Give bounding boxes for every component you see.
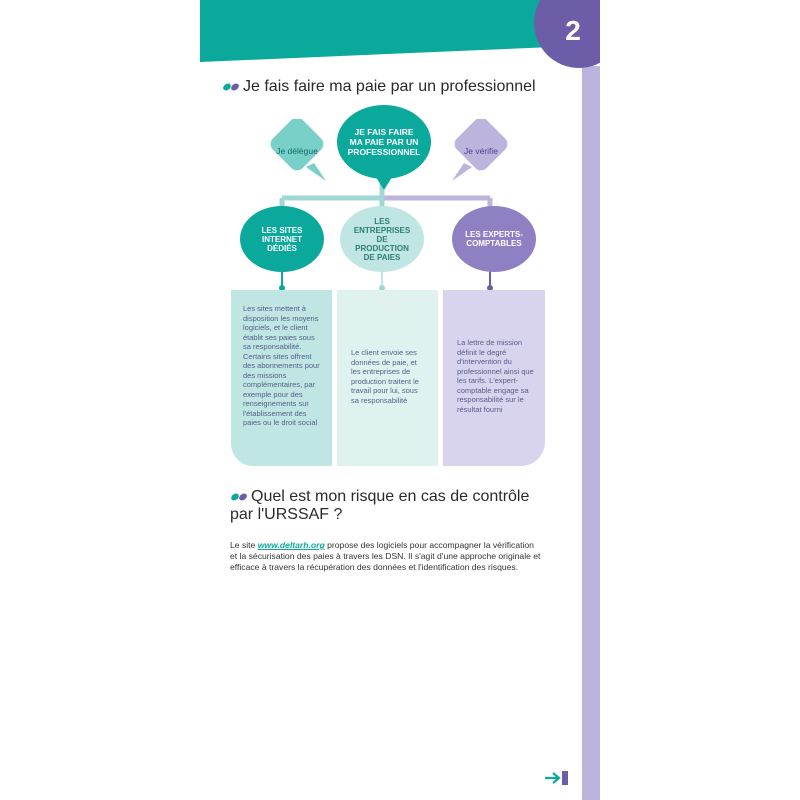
node-dedicated-sites: [240, 206, 324, 272]
section2-header: [230, 488, 529, 524]
section2-title-line1: Quel est mon risque en cas de contrôle: [251, 488, 530, 505]
body-suffix: propose des logiciels pour accompagner la vérification et la sécurisation des paies à travers les DSN. Il s'agit d'une approche originale et efficace à travers la récupération des données et l'identification des risques.: [230, 540, 541, 572]
node-accountants-label: LES EXPERTS-COMPTABLES: [465, 230, 523, 248]
leaf-bullet-icon: [230, 491, 248, 503]
leaf-bullet-icon: [222, 81, 240, 93]
center-bubble-text: JE FAIS FAIRE MA PAIE PAR UN PROFESSIONNEL: [347, 127, 421, 157]
section2-body: [230, 540, 542, 573]
node-accountants: [452, 206, 536, 272]
node-payroll-companies-label: LES ENTREPRISES DE PRODUCTION DE PAIES: [353, 216, 411, 262]
node-dedicated-sites-label: LES SITES INTERNET DÉDIÉS: [261, 225, 303, 253]
page-number: 2: [565, 15, 581, 46]
column-accountants-text: La lettre de mission définit le degré d'intervention du professionnel ainsi que les tarifs. L'expert-comptable engage sa responsabilité sur le résultat fourni: [457, 338, 534, 414]
section1-title: Je fais faire ma paie par un professionnel: [243, 78, 536, 95]
column-dedicated-sites-text: Les sites mettent à disposition les moyens logiciels, et le client établit ses paies sous sa responsabilité. Certains sites offrent des abonnements pour des missions complémentaires, par exemple pour des renseignements sur l'établissement des paies ou le droit social: [243, 304, 320, 427]
section2-title-line2: par l'URSSAF ?: [230, 506, 343, 523]
node-payroll-companies: [340, 206, 424, 272]
column-accountants: [443, 290, 545, 466]
column-payroll-companies: [337, 290, 438, 466]
column-payroll-companies-text: Le client envoie ses données de paie, et les entreprises de production traitent le travail pour lui, sous sa responsabilité: [351, 348, 419, 405]
next-arrow-icon[interactable]: [544, 770, 570, 786]
brochure-page: [200, 0, 600, 800]
verify-label: Je vérifie: [463, 146, 498, 156]
body-prefix: Le site: [230, 540, 258, 550]
deltarh-link[interactable]: www.deltarh.org: [257, 540, 325, 550]
column-dedicated-sites: [231, 290, 332, 466]
section1-header: [222, 78, 536, 96]
delegate-label: Je délègue: [276, 146, 318, 156]
